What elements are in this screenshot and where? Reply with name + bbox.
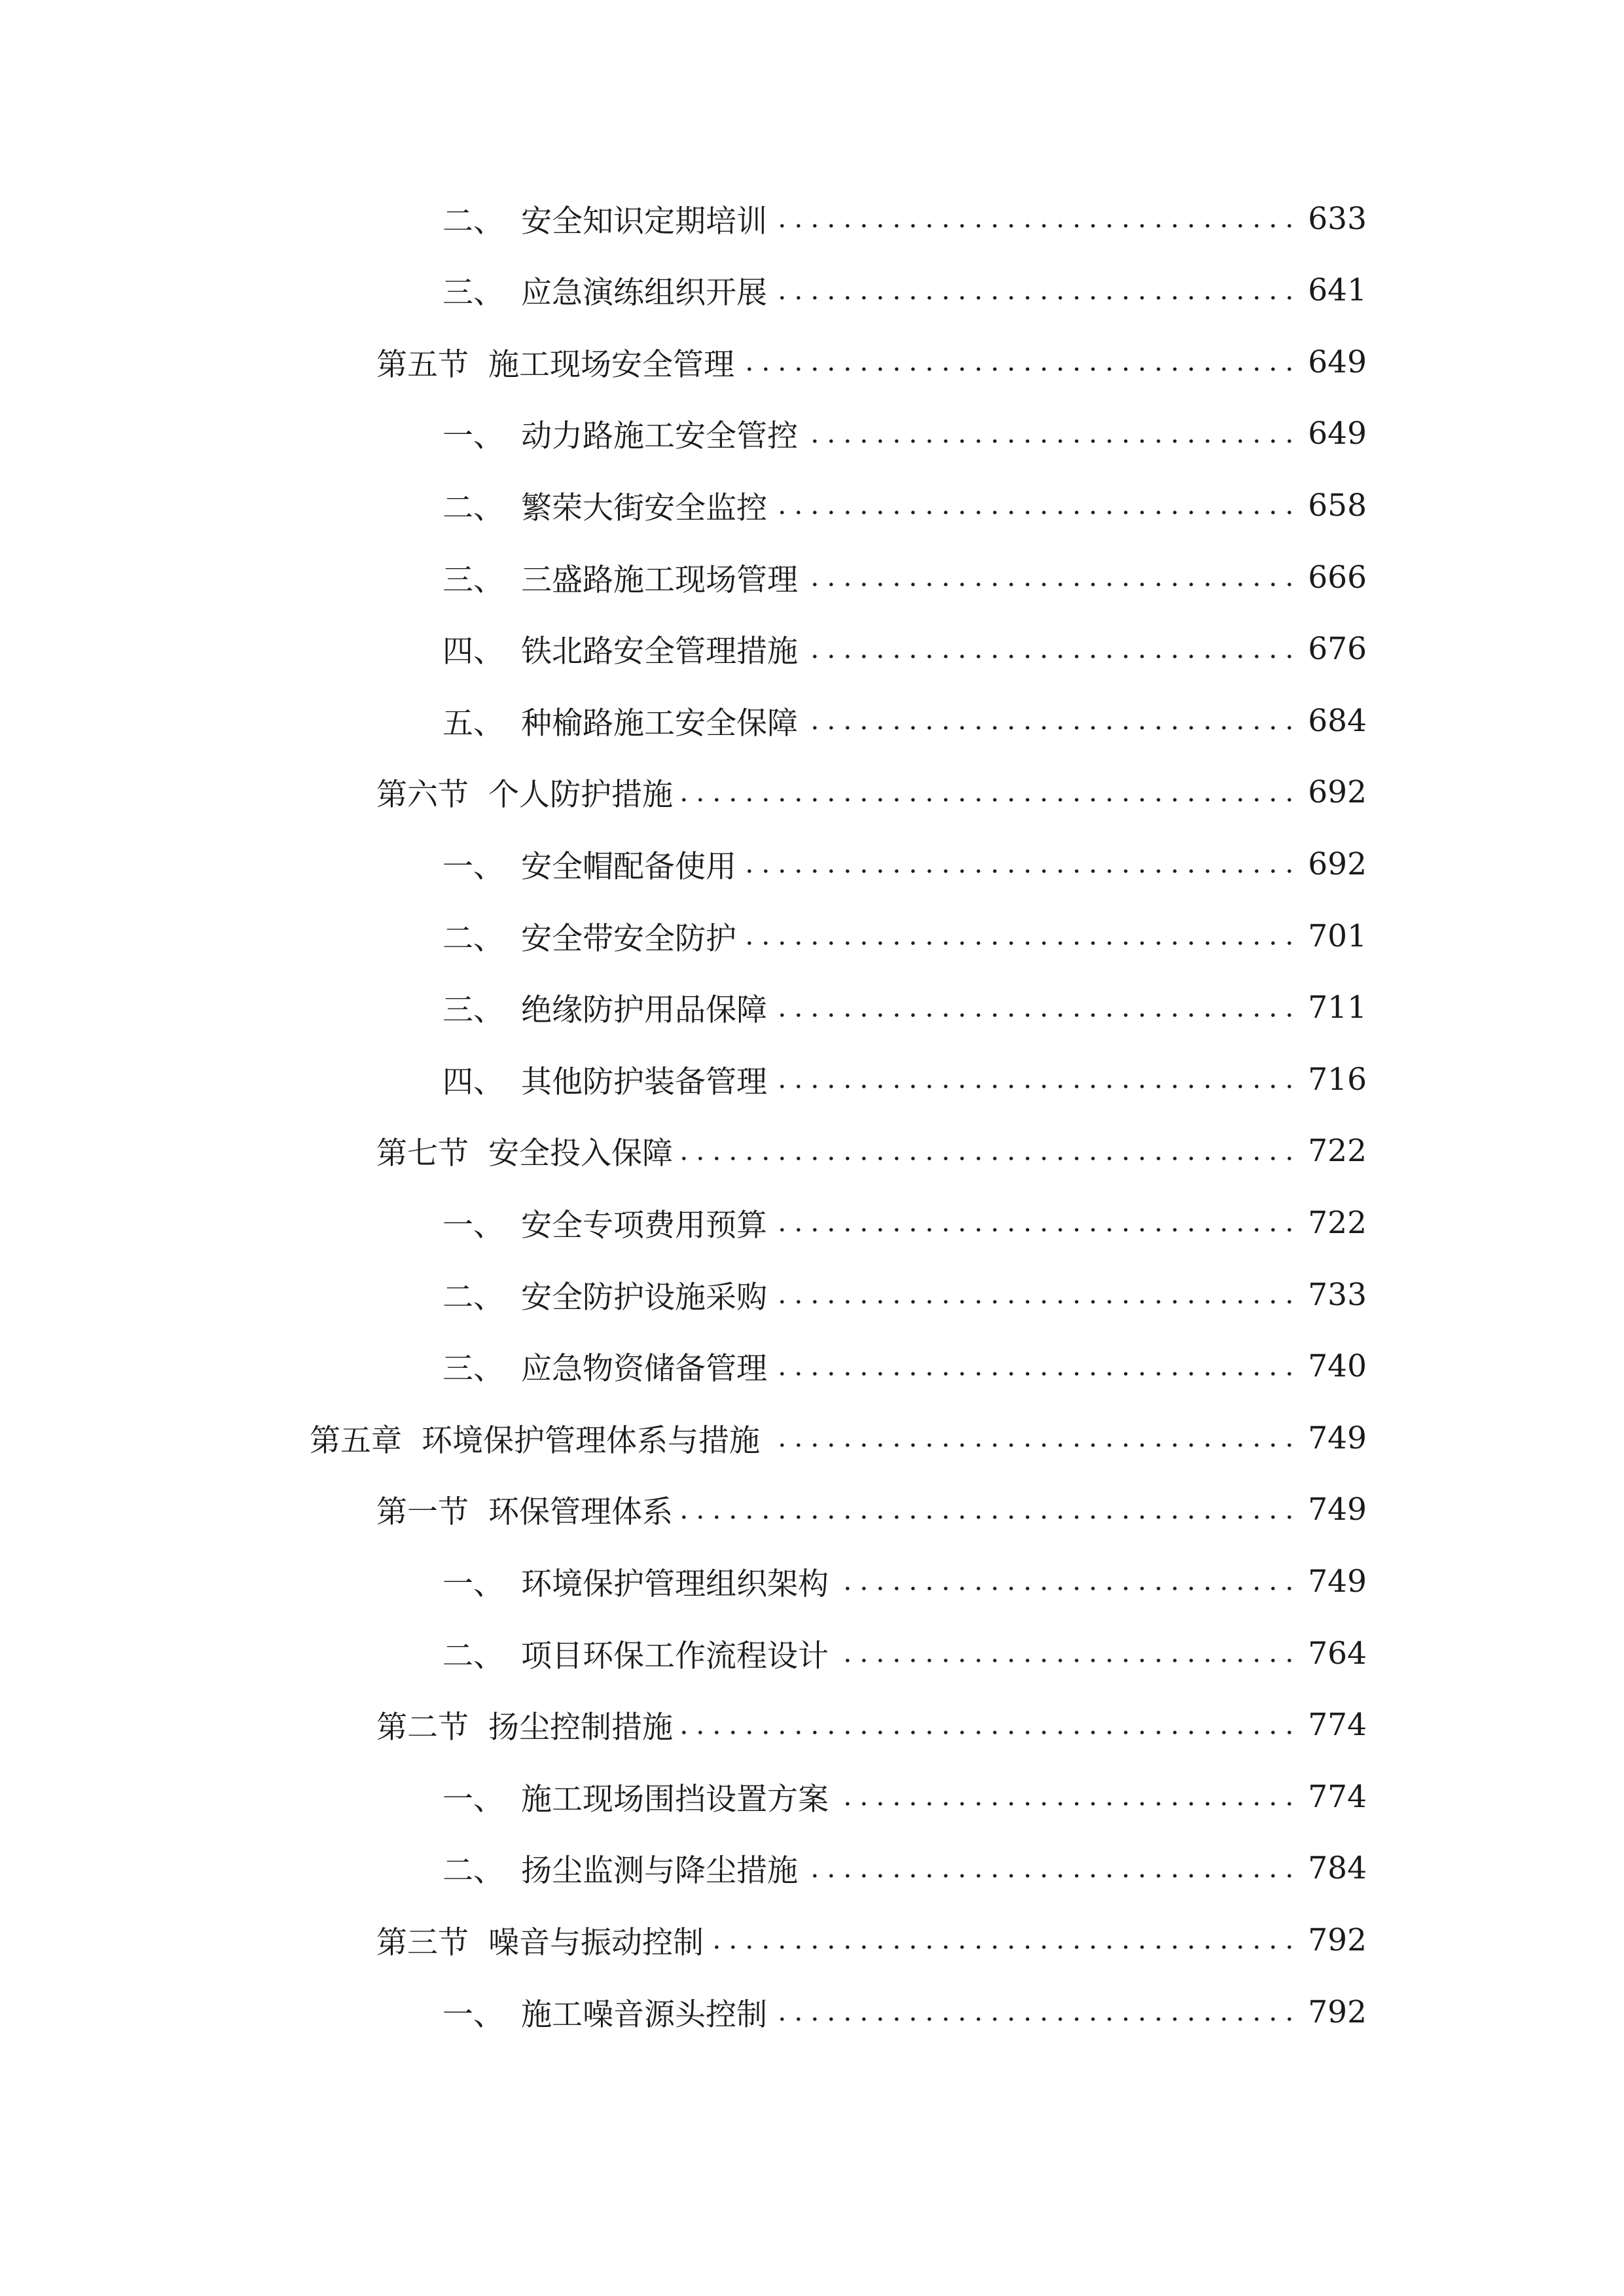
toc-entry[interactable] — [376, 1125, 1367, 1177]
toc-entry[interactable] — [442, 1196, 1367, 1249]
toc-entry-number: 三、 — [442, 992, 504, 1029]
toc-entry-page-number: 749 — [1308, 1563, 1367, 1600]
toc-entry-title: 扬尘控制措施 — [488, 1710, 673, 1746]
toc-entry[interactable] — [442, 192, 1367, 245]
toc-entry[interactable] — [376, 1699, 1367, 1751]
toc-entry-number: 三、 — [442, 1351, 504, 1388]
toc-entry-title: 扬尘监测与降尘措施 — [521, 1853, 798, 1890]
toc-entry-title: 铁北路安全管理措施 — [521, 634, 798, 670]
toc-entry-page-number: 684 — [1308, 702, 1367, 739]
toc-entry-title: 三盛路施工现场管理 — [521, 562, 798, 598]
toc-entry-number: 二、 — [442, 203, 504, 240]
toc-entry-number: 第五章 — [310, 1422, 402, 1459]
toc-entry-number: 三、 — [442, 562, 504, 598]
toc-entry[interactable] — [442, 623, 1367, 675]
toc-entry-number: 三、 — [442, 275, 504, 312]
toc-entry-title: 安全知识定期培训 — [521, 203, 767, 240]
toc-entry-title: 安全防护设施采购 — [521, 1279, 767, 1316]
dot-leader — [681, 1514, 1297, 1520]
toc-entry[interactable] — [442, 1770, 1367, 1823]
toc-entry[interactable] — [442, 1986, 1367, 2038]
dot-leader — [806, 653, 1297, 660]
toc-entry-page-number: 722 — [1308, 1133, 1367, 1170]
toc-entry-number: 第七节 — [376, 1136, 469, 1172]
toc-entry-page-number: 784 — [1308, 1850, 1367, 1887]
toc-entry[interactable] — [442, 1340, 1367, 1393]
toc-entry-number: 一、 — [442, 848, 504, 885]
toc-entry-page-number: 676 — [1308, 631, 1367, 668]
toc-entry-number: 二、 — [442, 1279, 504, 1316]
toc-entry[interactable] — [442, 551, 1367, 603]
toc-entry-title: 噪音与振动控制 — [488, 1924, 704, 1961]
toc-entry-title: 安全帽配备使用 — [521, 848, 736, 885]
toc-entry[interactable] — [442, 1842, 1367, 1895]
toc-entry-number: 第六节 — [376, 777, 469, 814]
toc-entry-page-number: 711 — [1308, 990, 1367, 1026]
toc-entry-title: 动力路施工安全管控 — [521, 418, 798, 455]
dot-leader — [744, 868, 1297, 874]
toc-entry-page-number: 666 — [1308, 559, 1367, 596]
toc-entry-title: 繁荣大街安全监控 — [521, 490, 767, 526]
toc-entry-page-number: 641 — [1308, 272, 1367, 309]
toc-entry[interactable] — [442, 408, 1367, 460]
toc-entry[interactable] — [442, 1555, 1367, 1607]
toc-entry[interactable] — [376, 766, 1367, 819]
dot-leader — [768, 1442, 1297, 1448]
dot-leader — [775, 1371, 1297, 1377]
dot-leader — [775, 509, 1297, 516]
dot-leader — [742, 366, 1297, 372]
toc-entry-number: 一、 — [442, 1781, 504, 1818]
toc-entry-title: 安全专项费用预算 — [521, 1207, 767, 1244]
toc-entry-page-number: 649 — [1308, 416, 1367, 452]
toc-entry-number: 二、 — [442, 1638, 504, 1674]
dot-leader — [744, 940, 1297, 946]
toc-entry-title: 环保管理体系 — [488, 1494, 673, 1531]
toc-entry-page-number: 749 — [1308, 1492, 1367, 1528]
toc-entry-number: 四、 — [442, 634, 504, 670]
toc-entry-title: 环境保护管理组织架构 — [521, 1566, 829, 1602]
dot-leader — [775, 1299, 1297, 1305]
toc-entry-title: 施工现场安全管理 — [488, 346, 734, 383]
dot-leader — [681, 797, 1297, 803]
toc-entry-title: 项目环保工作流程设计 — [521, 1638, 829, 1674]
toc-entry[interactable] — [310, 1412, 1367, 1464]
toc-entry-page-number: 649 — [1308, 344, 1367, 380]
toc-entry-number: 四、 — [442, 1064, 504, 1100]
dot-leader — [837, 1585, 1297, 1592]
toc-entry-number: 第一节 — [376, 1494, 469, 1531]
dot-leader — [775, 1083, 1297, 1090]
toc-entry-page-number: 774 — [1308, 1778, 1367, 1815]
toc-entry-number: 第五节 — [376, 346, 469, 383]
toc-entry-number: 二、 — [442, 490, 504, 526]
toc-entry[interactable] — [442, 1053, 1367, 1105]
dot-leader — [712, 1944, 1297, 1950]
toc-entry-page-number: 774 — [1308, 1707, 1367, 1744]
dot-leader — [775, 1012, 1297, 1018]
dot-leader — [806, 1873, 1297, 1879]
toc-entry[interactable] — [442, 1627, 1367, 1679]
dot-leader — [806, 438, 1297, 444]
toc-entry[interactable] — [442, 264, 1367, 317]
toc-entry-number: 一、 — [442, 1566, 504, 1602]
toc-entry-number: 一、 — [442, 418, 504, 455]
toc-entry-number: 五、 — [442, 705, 504, 742]
toc-entry[interactable] — [442, 982, 1367, 1034]
dot-leader — [681, 1155, 1297, 1162]
toc-entry-page-number: 749 — [1308, 1420, 1367, 1456]
toc-entry-number: 一、 — [442, 1996, 504, 2033]
toc-entry[interactable] — [442, 694, 1367, 747]
toc-entry-title: 安全带安全防护 — [521, 920, 736, 957]
toc-entry-page-number: 658 — [1308, 487, 1367, 524]
toc-entry-page-number: 692 — [1308, 774, 1367, 811]
toc-entry-title: 安全投入保障 — [488, 1136, 673, 1172]
toc-entry-title: 绝缘防护用品保障 — [521, 992, 767, 1029]
toc-entry-title: 施工噪音源头控制 — [521, 1996, 767, 2033]
toc-entry-page-number: 733 — [1308, 1276, 1367, 1313]
toc-entry-page-number: 792 — [1308, 1922, 1367, 1958]
toc-entry-title: 个人防护措施 — [488, 777, 673, 814]
toc-entry-page-number: 764 — [1308, 1635, 1367, 1672]
dot-leader — [806, 581, 1297, 588]
toc-entry[interactable] — [442, 838, 1367, 890]
toc-entry[interactable] — [442, 1268, 1367, 1321]
toc-entry-title: 应急演练组织开展 — [521, 275, 767, 312]
dot-leader — [806, 725, 1297, 731]
toc-entry-title: 施工现场围挡设置方案 — [521, 1781, 829, 1818]
toc-entry-number: 二、 — [442, 920, 504, 957]
dot-leader — [681, 1729, 1297, 1736]
toc-entry-page-number: 722 — [1308, 1204, 1367, 1241]
dot-leader — [837, 1657, 1297, 1664]
toc-entry[interactable] — [376, 1914, 1367, 1966]
toc-entry-number: 一、 — [442, 1207, 504, 1244]
toc-entry-number: 第三节 — [376, 1924, 469, 1961]
toc-entry-page-number: 701 — [1308, 918, 1367, 954]
toc-entry-number: 二、 — [442, 1853, 504, 1890]
dot-leader — [775, 1227, 1297, 1233]
dot-leader — [775, 223, 1297, 229]
toc-entry-title: 应急物资储备管理 — [521, 1351, 767, 1388]
toc-entry-title: 其他防护装备管理 — [521, 1064, 767, 1100]
toc-entry-title: 环境保护管理体系与措施 — [422, 1422, 760, 1459]
dot-leader — [775, 295, 1297, 301]
toc-entry[interactable] — [442, 910, 1367, 962]
toc-entry-page-number: 633 — [1308, 200, 1367, 237]
toc-entry-page-number: 692 — [1308, 846, 1367, 882]
toc-entry-page-number: 740 — [1308, 1348, 1367, 1385]
toc-entry-page-number: 716 — [1308, 1061, 1367, 1098]
dot-leader — [837, 1801, 1297, 1807]
toc-entry-title: 种榆路施工安全保障 — [521, 705, 798, 742]
toc-entry[interactable] — [376, 1484, 1367, 1536]
dot-leader — [775, 2016, 1297, 2022]
toc-entry[interactable] — [442, 479, 1367, 531]
toc-entry-number: 第二节 — [376, 1710, 469, 1746]
toc-entry[interactable] — [376, 336, 1367, 388]
toc-entry-page-number: 792 — [1308, 1994, 1367, 2030]
